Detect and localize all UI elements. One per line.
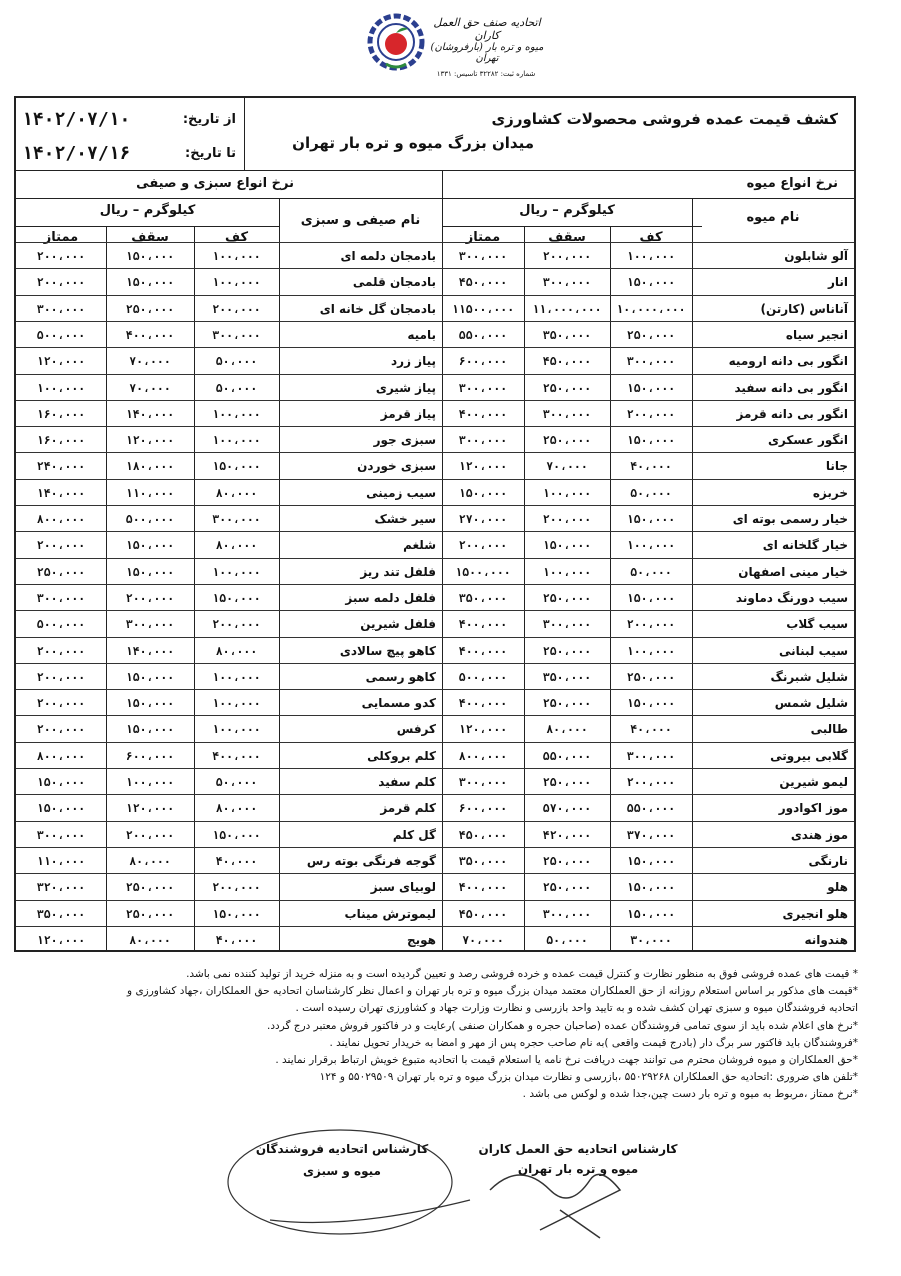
fruit-max-price: ۵۵۰،۰۰۰ — [542, 748, 592, 763]
veg-max-price: ۷۰،۰۰۰ — [129, 354, 171, 369]
veg-min-price: ۸۰،۰۰۰ — [215, 801, 258, 816]
veg-premium-price: ۱۶۰،۰۰۰ — [36, 433, 86, 448]
fruit-name: سیب گلاب — [786, 617, 848, 632]
fruit-premium-price: ۳۰۰،۰۰۰ — [458, 249, 508, 263]
fruit-min-price: ۴۰،۰۰۰ — [630, 722, 672, 737]
note-line: *تلفن های ضروری :اتحادیه حق العملکاران ۵۵۰۲۹۲۶۸ ،بازرسی و نظارت میدان بزرگ میوه و تره بار تهران ۵۵۰۲۹۵۰۹ و ۱۲۴ — [319, 1071, 858, 1084]
veg-min-price: ۱۵۰،۰۰۰ — [212, 459, 261, 474]
veg-min-price: ۴۰،۰۰۰ — [215, 853, 258, 868]
fruit-min-price: ۲۰۰،۰۰۰ — [626, 406, 676, 421]
fruit-min-price: ۵۵۰،۰۰۰ — [626, 801, 676, 816]
fruit-premium-price: ۳۰۰،۰۰۰ — [458, 433, 508, 448]
fruit-premium-price: ۳۵۰،۰۰۰ — [458, 853, 508, 868]
veg-max-price: ۴۰۰،۰۰۰ — [125, 327, 175, 342]
veg-premium-price: ۲۰۰،۰۰۰ — [36, 275, 86, 290]
fruit-premium-price: ۷۰،۰۰۰ — [462, 932, 504, 947]
fruit-max-price: ۳۵۰،۰۰۰ — [542, 669, 592, 684]
veg-name: سیر خشک — [374, 512, 436, 526]
fruit-name: شلیل شبرنگ — [770, 669, 848, 684]
veg-min-price: ۵۰،۰۰۰ — [215, 380, 258, 395]
table-row — [16, 505, 854, 531]
veg-min-price: ۳۰۰،۰۰۰ — [212, 327, 261, 342]
date-range — [16, 98, 245, 171]
fruit-max-price: ۱۰۰،۰۰۰ — [542, 564, 592, 579]
veg-premium-price: ۱۴۰،۰۰۰ — [36, 485, 86, 500]
fruit-name: شلیل شمس — [774, 696, 848, 711]
veg-min-price: ۱۰۰،۰۰۰ — [212, 696, 261, 711]
fruit-premium-price: ۶۰۰،۰۰۰ — [458, 354, 508, 369]
veg-max-price: ۱۵۰،۰۰۰ — [125, 722, 175, 737]
table-row — [16, 531, 854, 557]
table-row — [16, 663, 854, 689]
table-row — [16, 295, 854, 321]
veg-section-title: نرخ انواع سبزی و صیفی — [136, 176, 294, 191]
fruit-max-price: ۷۰،۰۰۰ — [546, 459, 588, 474]
veg-min-price: ۴۰،۰۰۰ — [215, 932, 258, 947]
veg-max-price: ۱۵۰،۰۰۰ — [125, 696, 175, 711]
fruit-max-price: ۴۵۰،۰۰۰ — [542, 354, 592, 369]
table-row — [16, 374, 854, 400]
veg-name: بادمجان دلمه ای — [340, 249, 436, 263]
veg-min-price: ۸۰،۰۰۰ — [215, 538, 258, 553]
veg-max-price: ۲۰۰،۰۰۰ — [125, 827, 175, 842]
page-title: کشف قیمت عمده فروشی محصولات کشاورزی — [491, 110, 838, 128]
veg-name: فلفل تند ریز — [360, 564, 436, 579]
fruit-name: جانا — [825, 459, 848, 474]
veg-name: سبزی جور — [373, 433, 436, 448]
fruit-premium-price: ۴۰۰،۰۰۰ — [458, 643, 508, 658]
logo-union-name: اتحادیه صنف حق العمل کاران — [433, 16, 541, 42]
veg-premium-price: ۲۰۰،۰۰۰ — [36, 643, 86, 658]
veg-premium-price: ۲۰۰،۰۰۰ — [36, 249, 86, 263]
fruit-name: نارنگی — [808, 853, 848, 868]
fruit-min-price: ۱۵۰،۰۰۰ — [626, 906, 676, 921]
table-row — [16, 873, 854, 899]
fruit-name: طالبی — [810, 722, 848, 737]
fruit-min-price: ۱۵۰،۰۰۰ — [626, 590, 676, 605]
fruit-name: خیار مینی اصفهان — [738, 564, 848, 579]
fruit-name: لیمو شیرین — [779, 775, 848, 789]
fruit-name: آناناس (کارتن) — [760, 301, 848, 316]
note-line: *فروشندگان باید فاکتور سر برگ دار (بادرج قیمت واقعی )به نام صاحب حجره پس از مهر و امضا به خریدار تحویل نمایند . — [329, 1036, 858, 1049]
table-row — [16, 926, 854, 952]
veg-name: کلم بروکلی — [367, 748, 436, 763]
veg-name: کلم سفید — [378, 775, 436, 789]
veg-min-price: ۲۰۰،۰۰۰ — [212, 880, 261, 895]
veg-premium-header: ممتاز — [43, 230, 79, 245]
notes-section — [38, 966, 858, 1104]
veg-name: فلفل شیرین — [360, 617, 436, 632]
fruit-premium-price: ۵۰۰،۰۰۰ — [458, 669, 508, 684]
table-row — [16, 821, 854, 847]
table-row — [16, 794, 854, 820]
veg-name: سبزی خوردن — [357, 459, 436, 474]
veg-name: لوبیای سبز — [370, 880, 436, 895]
veg-unit-label: کیلوگرم – ریال — [99, 203, 196, 218]
veg-min-price: ۲۰۰،۰۰۰ — [212, 301, 261, 316]
veg-premium-price: ۱۵۰،۰۰۰ — [36, 801, 86, 816]
veg-premium-price: ۱۰۰،۰۰۰ — [36, 380, 86, 395]
fruit-name: انگور بی دانه سفید — [734, 380, 848, 395]
table-row — [16, 479, 854, 505]
signature-left-subtitle: میوه و سبزی — [303, 1164, 381, 1178]
fruit-min-price: ۳۰۰،۰۰۰ — [626, 748, 676, 763]
veg-name: هویج — [407, 932, 436, 947]
veg-name: بامیه — [407, 327, 436, 342]
table-row — [16, 768, 854, 794]
note-line: *نرخ های اعلام شده باید از سوی تمامی فروشندگان عمده (صاحبان حجره و همکاران صنفی )رعایت و در فاکتور فروش معتبر درج گردد. — [266, 1019, 858, 1032]
table-row — [16, 558, 854, 584]
fruit-max-price: ۲۵۰،۰۰۰ — [542, 880, 592, 895]
veg-name: فلفل دلمه سبز — [345, 590, 436, 605]
veg-name: بادمجان قلمی — [352, 275, 436, 290]
veg-min-price: ۴۰۰،۰۰۰ — [212, 748, 261, 763]
veg-max-price: ۲۵۰،۰۰۰ — [125, 880, 175, 895]
table-row — [16, 900, 854, 926]
veg-max-price: ۸۰،۰۰۰ — [129, 932, 171, 947]
fruit-premium-header: ممتاز — [465, 230, 501, 245]
fruit-name: هندوانه — [804, 932, 848, 947]
veg-name: گل کلم — [392, 827, 436, 842]
fruit-min-price: ۵۰،۰۰۰ — [630, 485, 672, 500]
fruit-max-price: ۴۲۰،۰۰۰ — [542, 827, 592, 842]
veg-max-price: ۷۰،۰۰۰ — [129, 380, 171, 395]
fruit-premium-price: ۲۷۰،۰۰۰ — [458, 512, 508, 526]
veg-premium-price: ۱۶۰،۰۰۰ — [36, 406, 86, 421]
fruit-min-price: ۱۵۰،۰۰۰ — [626, 380, 676, 395]
veg-premium-price: ۱۲۰،۰۰۰ — [36, 932, 86, 947]
table-row — [16, 584, 854, 610]
divider — [16, 198, 854, 199]
fruit-min-price: ۱۵۰،۰۰۰ — [626, 853, 676, 868]
veg-max-price: ۱۵۰،۰۰۰ — [125, 564, 175, 579]
veg-premium-price: ۳۰۰،۰۰۰ — [36, 301, 86, 316]
veg-max-price: ۱۵۰،۰۰۰ — [125, 275, 175, 290]
veg-max-price: ۶۰۰،۰۰۰ — [125, 748, 175, 763]
veg-name-header: نام صیفی و سبزی — [300, 213, 421, 228]
fruit-min-price: ۱۰۰،۰۰۰ — [626, 249, 676, 263]
fruit-max-price: ۲۵۰،۰۰۰ — [542, 380, 592, 395]
veg-max-price: ۲۰۰،۰۰۰ — [125, 590, 175, 605]
table-row — [16, 452, 854, 478]
fruit-max-price: ۳۰۰،۰۰۰ — [542, 617, 592, 632]
note-line: * قیمت های عمده فروشی فوق به منظور نظارت و کنترل قیمت عمده و خرده فروشی رصد و تعیین گردیده است و به منزله خرید از تولید کننده نمی باشد. — [186, 968, 858, 980]
fruit-premium-price: ۴۰۰،۰۰۰ — [458, 617, 508, 632]
veg-max-price: ۱۵۰،۰۰۰ — [125, 669, 175, 684]
table-row — [16, 610, 854, 636]
veg-max-price: ۵۰۰،۰۰۰ — [125, 512, 175, 526]
handwritten-signature-right-icon — [470, 1150, 670, 1240]
veg-max-price: ۸۰،۰۰۰ — [129, 853, 171, 868]
fruit-unit-label: کیلوگرم – ریال — [519, 203, 615, 218]
fruit-max-price: ۳۰۰،۰۰۰ — [542, 275, 592, 290]
veg-min-price: ۵۰،۰۰۰ — [215, 775, 258, 789]
veg-min-price: ۱۵۰،۰۰۰ — [212, 827, 261, 842]
note-line: اتحادیه فروشندگان میوه و سبزی تهران کشف شده و به تایید واحد بازرسی و نظارت وزارت جهاد و کشاورزی تهران رسیده است . — [295, 1002, 858, 1015]
fruit-max-price: ۸۰،۰۰۰ — [546, 722, 588, 737]
veg-max-price: ۱۲۰،۰۰۰ — [125, 801, 175, 816]
table-row — [16, 242, 854, 268]
veg-premium-price: ۵۰۰،۰۰۰ — [36, 617, 86, 632]
to-date-value: ۱۴۰۲/۰۷/۱۶ — [22, 142, 131, 164]
fruit-premium-price: ۴۰۰،۰۰۰ — [458, 406, 508, 421]
veg-premium-price: ۲۰۰،۰۰۰ — [36, 669, 86, 684]
fruit-name: انار — [827, 275, 848, 290]
fruit-min-price: ۳۰،۰۰۰ — [630, 932, 672, 947]
veg-name: کلم قرمز — [380, 801, 436, 816]
fruit-max-price: ۳۰۰،۰۰۰ — [542, 906, 592, 921]
from-date-row — [22, 104, 236, 134]
veg-premium-price: ۲۴۰،۰۰۰ — [36, 459, 86, 474]
fruit-premium-price: ۶۰۰،۰۰۰ — [458, 801, 508, 816]
fruit-min-price: ۱۰،۰۰۰،۰۰۰ — [616, 301, 686, 316]
veg-min-price: ۱۰۰،۰۰۰ — [212, 433, 261, 448]
fruit-premium-price: ۳۵۰،۰۰۰ — [458, 590, 508, 605]
fruit-premium-price: ۳۰۰،۰۰۰ — [458, 775, 508, 789]
veg-name: کاهو رسمی — [365, 669, 436, 684]
fruit-min-price: ۱۰۰،۰۰۰ — [626, 538, 676, 553]
fruit-max-price: ۳۵۰،۰۰۰ — [542, 327, 592, 342]
fruit-premium-price: ۱۵۰۰،۰۰۰ — [455, 564, 511, 579]
fruit-min-price: ۲۵۰،۰۰۰ — [626, 327, 676, 342]
fruit-min-price: ۲۵۰،۰۰۰ — [626, 669, 676, 684]
veg-premium-price: ۸۰۰،۰۰۰ — [36, 748, 86, 763]
veg-name: کرفس — [396, 722, 436, 737]
fruit-min-price: ۳۷۰،۰۰۰ — [626, 827, 676, 842]
veg-name: بادمجان گل خانه ای — [319, 301, 436, 316]
fruit-premium-price: ۵۵۰،۰۰۰ — [458, 327, 508, 342]
gear-fruit-emblem-icon — [366, 8, 426, 78]
fruit-min-price: ۱۵۰،۰۰۰ — [626, 696, 676, 711]
fruit-premium-price: ۴۵۰،۰۰۰ — [458, 275, 508, 290]
fruit-min-price: ۵۰،۰۰۰ — [630, 564, 672, 579]
note-line: *حق العملکاران و میوه فروشان محترم می توانند جهت دریافت نرخ نامه یا استعلام قیمت با اتحادیه متبوع خویش ارتباط برقرار نمایند . — [275, 1054, 858, 1067]
fruit-name-header: نام میوه — [746, 210, 800, 225]
veg-max-price: ۲۵۰،۰۰۰ — [125, 906, 175, 921]
veg-premium-price: ۱۵۰،۰۰۰ — [36, 775, 86, 789]
veg-max-price: ۱۱۰،۰۰۰ — [125, 485, 175, 500]
fruit-name: انگور بی دانه ارومیه — [728, 354, 848, 369]
page-subtitle: میدان بزرگ میوه و تره بار تهران — [292, 134, 534, 152]
fruit-max-price: ۲۰۰،۰۰۰ — [542, 249, 592, 263]
table-row — [16, 637, 854, 663]
veg-max-price: ۱۵۰،۰۰۰ — [125, 249, 175, 263]
fruit-name: سیب دورنگ دماوند — [735, 590, 848, 605]
veg-min-price: ۸۰،۰۰۰ — [215, 485, 258, 500]
veg-min-price: ۱۰۰،۰۰۰ — [212, 249, 261, 263]
table-row — [16, 715, 854, 741]
veg-min-price: ۱۰۰،۰۰۰ — [212, 275, 261, 290]
fruit-name: انگور عسکری — [767, 433, 848, 448]
veg-min-price: ۱۵۰،۰۰۰ — [212, 906, 261, 921]
fruit-name: انگور بی دانه قرمز — [736, 406, 848, 421]
veg-min-price: ۵۰،۰۰۰ — [215, 354, 258, 369]
veg-max-price: ۱۲۰،۰۰۰ — [125, 433, 175, 448]
fruit-premium-price: ۸۰۰،۰۰۰ — [458, 748, 508, 763]
fruit-premium-price: ۴۵۰،۰۰۰ — [458, 827, 508, 842]
table-row — [16, 689, 854, 715]
fruit-min-price: ۱۵۰،۰۰۰ — [626, 275, 676, 290]
fruit-name: موز هندی — [790, 827, 848, 842]
fruit-max-price: ۲۵۰،۰۰۰ — [542, 433, 592, 448]
table-row — [16, 347, 854, 373]
handwritten-signature-left-icon — [210, 1120, 490, 1260]
note-line: *قیمت های مذکور بر اساس استعلام روزانه از حق العملکاران معتمد میدان بزرگ میوه و تره بار تهران و اعمال نظر کارشناسان اتحادیه حق العملکاران ،جهاد کشاورزی و — [127, 985, 858, 998]
divider — [16, 170, 854, 171]
logo-union-subname: (بارفروشان) میوه و تره بار تهران — [430, 42, 544, 64]
signature-left-title: کارشناس اتحادیه فروشندگان — [255, 1142, 429, 1156]
fruit-max-price: ۳۰۰،۰۰۰ — [542, 406, 592, 421]
fruit-section-title: نرخ انواع میوه — [746, 176, 838, 191]
veg-premium-price: ۳۲۰،۰۰۰ — [36, 880, 86, 895]
veg-premium-price: ۱۱۰،۰۰۰ — [36, 853, 86, 868]
signature-right-title: کارشناس اتحادیه حق العمل کاران — [478, 1142, 678, 1156]
veg-min-price: ۱۵۰،۰۰۰ — [212, 590, 261, 605]
veg-max-price: ۱۸۰،۰۰۰ — [125, 459, 175, 474]
fruit-max-price: ۲۵۰،۰۰۰ — [542, 590, 592, 605]
veg-name: پیاز قرمز — [380, 406, 436, 421]
fruit-name: آلو شابلون — [784, 249, 848, 263]
from-date-label: از تاریخ: — [182, 111, 236, 127]
veg-name: سیب زمینی — [366, 485, 436, 500]
fruit-min-price: ۱۵۰،۰۰۰ — [626, 433, 676, 448]
veg-min-price: ۳۰۰،۰۰۰ — [212, 512, 261, 526]
fruit-min-header: کف — [639, 230, 663, 245]
table-row — [16, 268, 854, 294]
fruit-min-price: ۱۵۰،۰۰۰ — [626, 880, 676, 895]
fruit-name: سیب لبنانی — [778, 643, 848, 658]
veg-premium-price: ۱۲۰،۰۰۰ — [36, 354, 86, 369]
fruit-max-price: ۱۱،۰۰۰،۰۰۰ — [532, 301, 602, 316]
veg-premium-price: ۳۵۰،۰۰۰ — [36, 906, 86, 921]
divider — [442, 226, 702, 227]
fruit-max-price: ۵۷۰،۰۰۰ — [542, 801, 592, 816]
table-row — [16, 400, 854, 426]
fruit-name: خربزه — [812, 485, 848, 500]
veg-name: گوجه فرنگی بوته رس — [306, 853, 436, 868]
union-logo — [366, 8, 546, 84]
fruit-min-price: ۱۰۰،۰۰۰ — [626, 643, 676, 658]
fruit-premium-price: ۴۰۰،۰۰۰ — [458, 696, 508, 711]
veg-name: کدو مسمایی — [361, 696, 436, 711]
veg-name: پیاز زرد — [391, 354, 436, 369]
fruit-max-price: ۲۰۰،۰۰۰ — [542, 512, 592, 526]
veg-max-price: ۱۵۰،۰۰۰ — [125, 538, 175, 553]
table-row — [16, 321, 854, 347]
fruit-premium-price: ۱۲۰،۰۰۰ — [458, 722, 508, 737]
fruit-max-price: ۲۵۰،۰۰۰ — [542, 775, 592, 789]
fruit-premium-price: ۲۰۰،۰۰۰ — [458, 538, 508, 553]
fruit-max-price: ۵۰،۰۰۰ — [546, 932, 588, 947]
veg-min-header: کف — [224, 230, 249, 245]
veg-premium-price: ۳۰۰،۰۰۰ — [36, 590, 86, 605]
fruit-max-price: ۲۵۰،۰۰۰ — [542, 853, 592, 868]
veg-premium-price: ۲۰۰،۰۰۰ — [36, 538, 86, 553]
veg-min-price: ۱۰۰،۰۰۰ — [212, 564, 261, 579]
veg-max-header: سقف — [131, 230, 169, 245]
fruit-max-price: ۱۰۰،۰۰۰ — [542, 485, 592, 500]
veg-name: کاهو پیچ سالادی — [339, 643, 436, 658]
veg-min-price: ۱۰۰،۰۰۰ — [212, 669, 261, 684]
fruit-min-price: ۱۵۰،۰۰۰ — [626, 512, 676, 526]
veg-max-price: ۱۰۰،۰۰۰ — [125, 775, 175, 789]
veg-min-price: ۲۰۰،۰۰۰ — [212, 617, 261, 632]
from-date-value: ۱۴۰۲/۰۷/۱۰ — [22, 108, 131, 130]
fruit-max-header: سقف — [548, 230, 586, 245]
fruit-premium-price: ۴۰۰،۰۰۰ — [458, 880, 508, 895]
fruit-max-price: ۲۵۰،۰۰۰ — [542, 643, 592, 658]
veg-name: شلغم — [403, 538, 436, 553]
veg-min-price: ۱۰۰،۰۰۰ — [212, 406, 261, 421]
fruit-max-price: ۲۵۰،۰۰۰ — [542, 696, 592, 711]
fruit-premium-price: ۳۰۰،۰۰۰ — [458, 380, 508, 395]
fruit-name: گلابی بیروتی — [770, 748, 848, 763]
signature-right-subtitle: میوه و تره بار تهران — [517, 1162, 639, 1176]
fruit-premium-price: ۱۲۰،۰۰۰ — [458, 459, 508, 474]
veg-premium-price: ۳۰۰،۰۰۰ — [36, 827, 86, 842]
fruit-min-price: ۲۰۰،۰۰۰ — [626, 775, 676, 789]
logo-registration: شماره ثبت: ۳۲۲۸۲ تاسیس: ۱۳۳۱ — [436, 70, 536, 78]
veg-premium-price: ۲۰۰،۰۰۰ — [36, 696, 86, 711]
table-row — [16, 847, 854, 873]
veg-name: لیموترش میناب — [344, 906, 436, 921]
divider — [16, 226, 279, 227]
fruit-name: انجیر سیاه — [785, 327, 848, 342]
fruit-name: خیار رسمی بوته ای — [732, 512, 848, 526]
to-date-row — [22, 138, 236, 168]
veg-max-price: ۱۴۰،۰۰۰ — [125, 643, 175, 658]
veg-min-price: ۱۰۰،۰۰۰ — [212, 722, 261, 737]
veg-max-price: ۲۵۰،۰۰۰ — [125, 301, 175, 316]
table-row — [16, 426, 854, 452]
veg-min-price: ۸۰،۰۰۰ — [215, 643, 258, 658]
veg-max-price: ۱۴۰،۰۰۰ — [125, 406, 175, 421]
fruit-name: موز اکوادور — [778, 801, 848, 816]
fruit-name: هلو انجیری — [782, 906, 848, 921]
fruit-name: خیار گلخانه ای — [762, 538, 848, 553]
fruit-premium-price: ۴۵۰،۰۰۰ — [458, 906, 508, 921]
fruit-name: هلو — [827, 880, 848, 895]
fruit-max-price: ۱۵۰،۰۰۰ — [542, 538, 592, 553]
fruit-premium-price: ۱۱۵۰۰،۰۰۰ — [451, 301, 515, 316]
fruit-min-price: ۴۰،۰۰۰ — [630, 459, 672, 474]
fruit-min-price: ۲۰۰،۰۰۰ — [626, 617, 676, 632]
note-line: *نرخ ممتاز ،مربوط به میوه و تره بار دست چین،جدا شده و لوکس می باشد . — [522, 1088, 858, 1101]
veg-premium-price: ۲۰۰،۰۰۰ — [36, 722, 86, 737]
veg-max-price: ۳۰۰،۰۰۰ — [125, 617, 175, 632]
table-row — [16, 742, 854, 768]
to-date-label: تا تاریخ: — [185, 145, 236, 161]
fruit-premium-price: ۱۵۰،۰۰۰ — [458, 485, 508, 500]
price-table — [14, 96, 856, 952]
veg-premium-price: ۲۵۰،۰۰۰ — [36, 564, 86, 579]
veg-premium-price: ۸۰۰،۰۰۰ — [36, 512, 86, 526]
veg-premium-price: ۵۰۰،۰۰۰ — [36, 327, 86, 342]
veg-name: پیاز شیری — [375, 380, 436, 395]
fruit-min-price: ۳۰۰،۰۰۰ — [626, 354, 676, 369]
